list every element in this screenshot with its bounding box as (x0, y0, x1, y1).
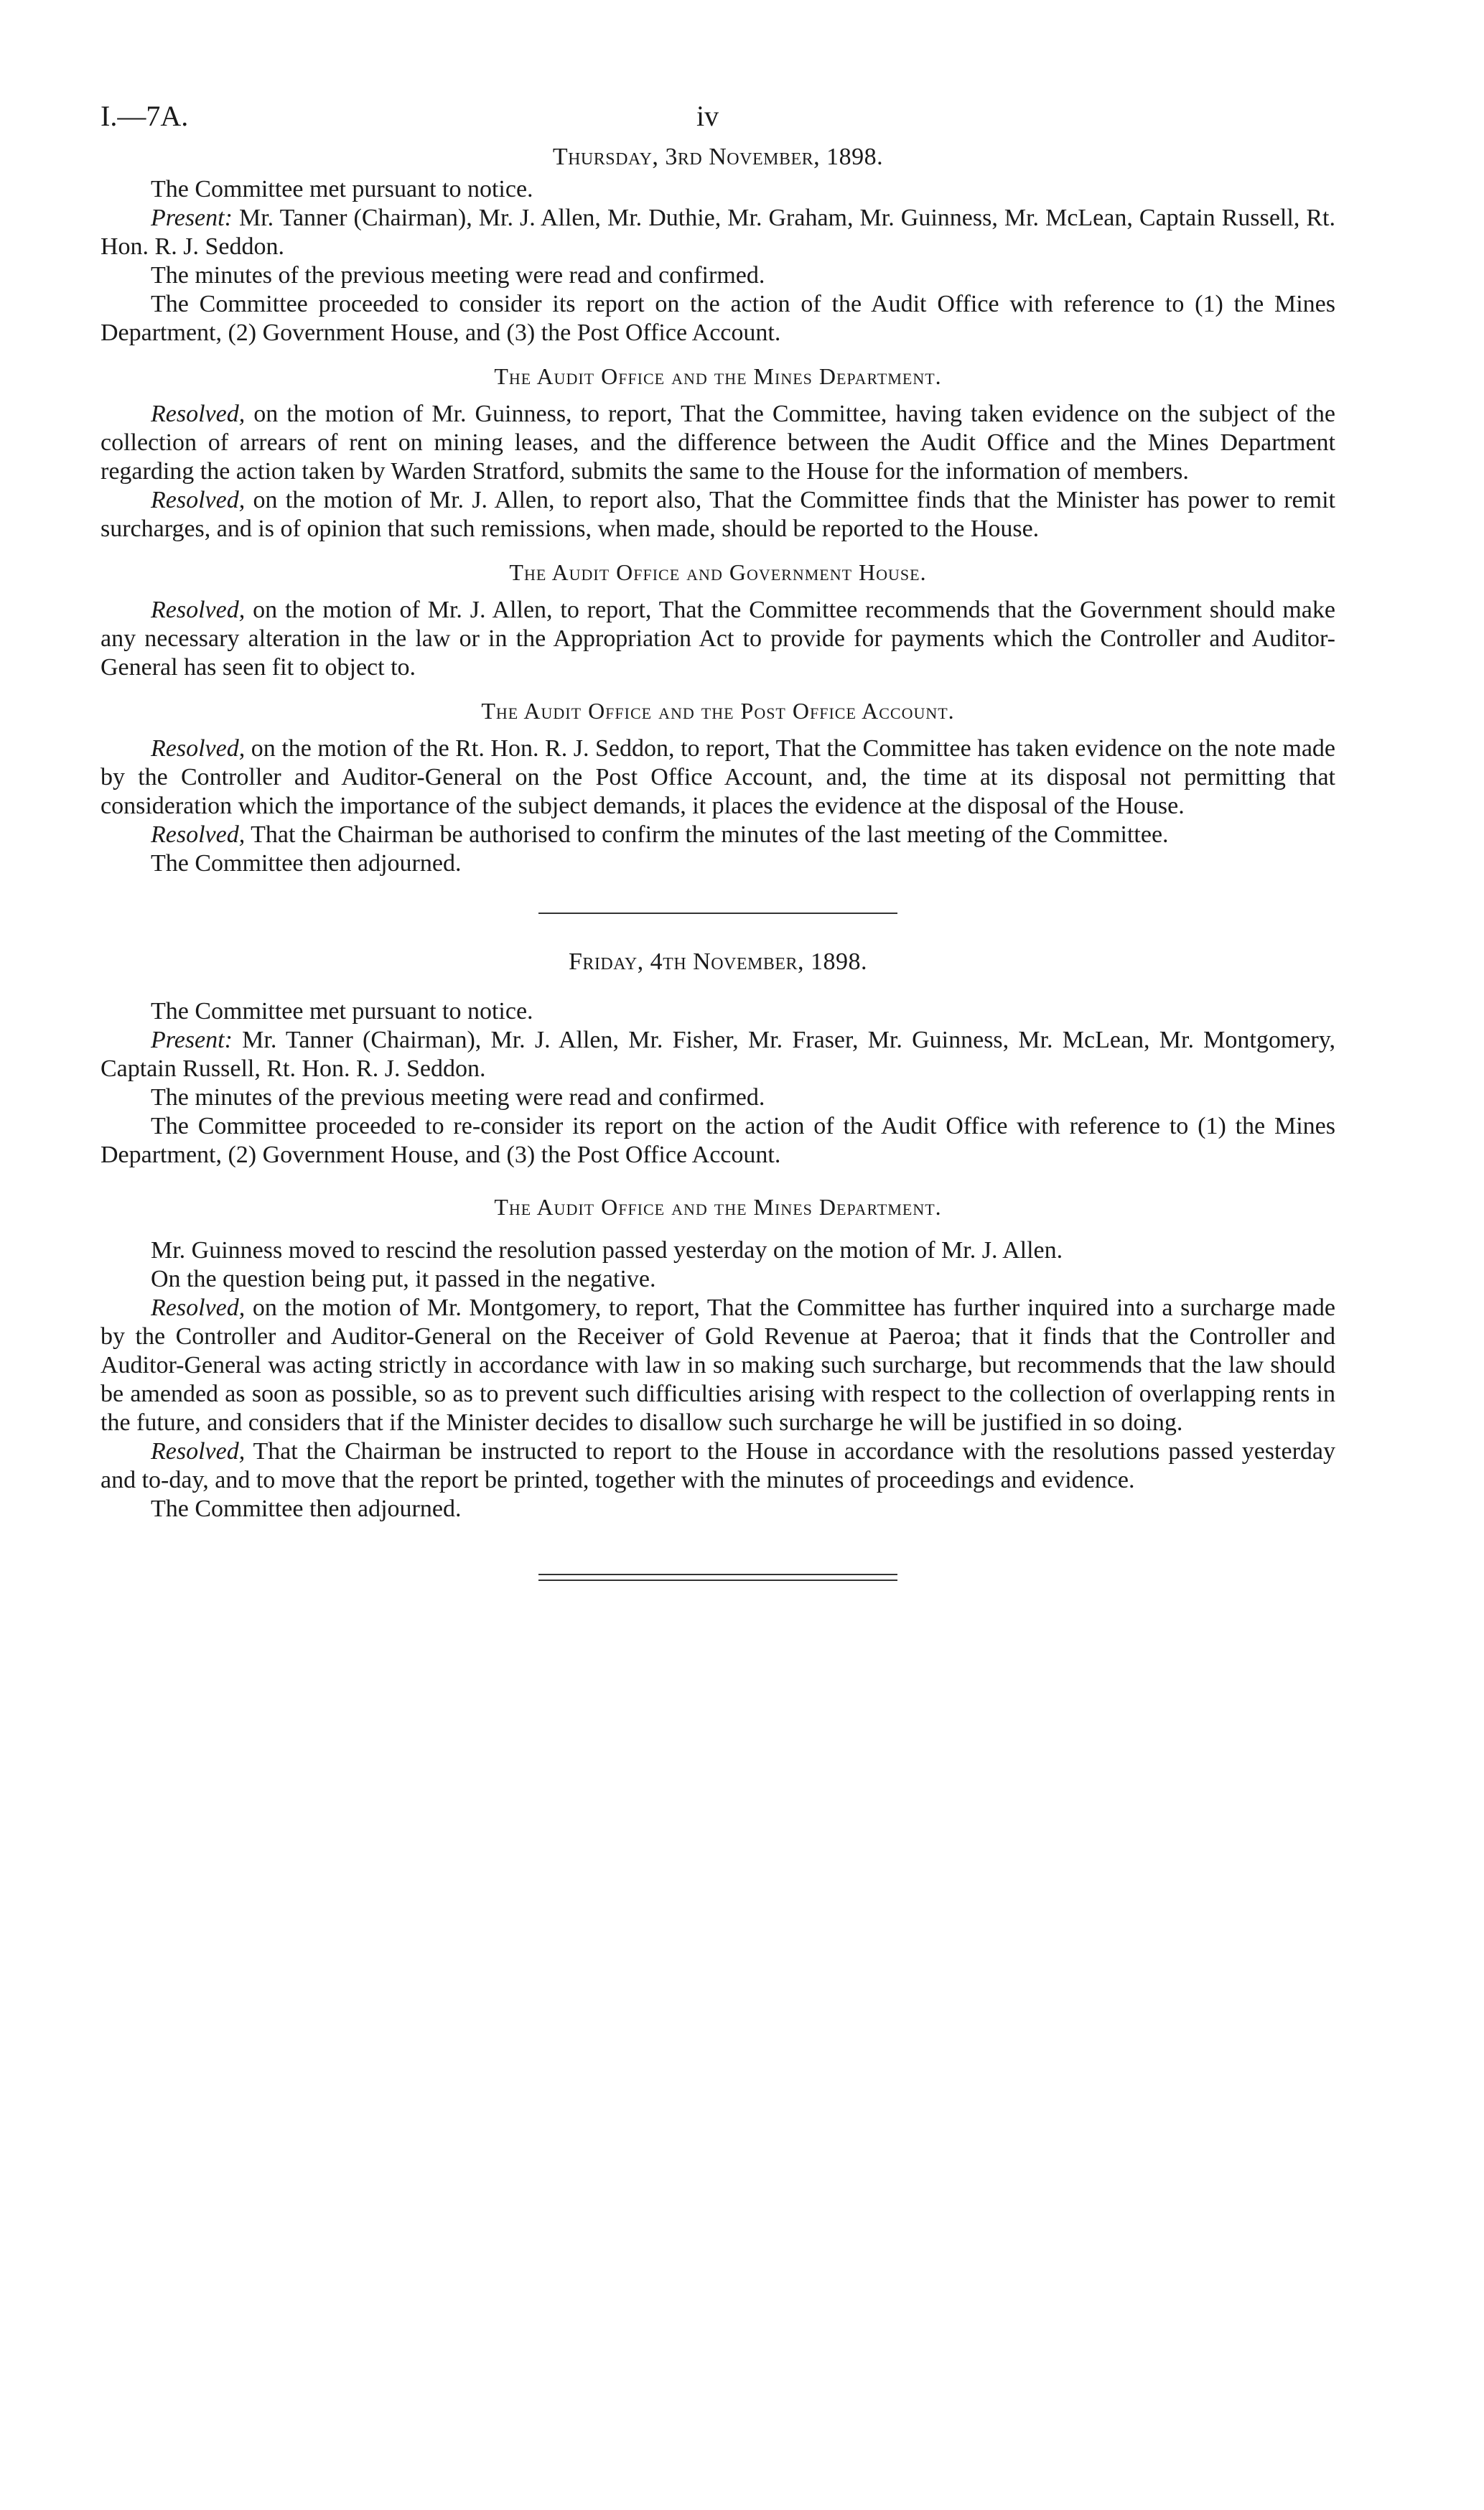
paragraph: Resolved, on the motion of Mr. J. Allen, to report also, That the Committee finds that the Minister has power to remit surcharges, and is of opinion that such remissions, when made, should be reported to the House. (101, 487, 1335, 542)
paragraph-label: Present: (151, 1027, 233, 1053)
paragraph: Present: Mr. Tanner (Chairman), Mr. J. Allen, Mr. Fisher, Mr. Fraser, Mr. Guinness, Mr. McLean, Mr. Montgomery, Captain Russell, Rt. Hon. R. J. Seddon. (101, 1027, 1335, 1082)
paragraph: The minutes of the previous meeting were read and confirmed. (151, 1084, 765, 1111)
paragraph: Resolved, on the motion of Mr. J. Allen, to report, That the Committee recommends that the Government should make any necessary alteration in the law or in the Appropriation Act to provide for payments which the Controller and Auditor-General has seen fit to object to. (101, 597, 1335, 681)
paragraph: The Committee proceeded to consider its report on the action of the Audit Office with reference to (1) the Mines Department, (2) Government House, and (3) the Post Office Account. (101, 291, 1335, 346)
paragraph: Mr. Guinness moved to rescind the resolution passed yesterday on the motion of Mr. J. Allen. (151, 1237, 1063, 1264)
meeting-date: Friday, 4th November, 1898. (568, 948, 868, 975)
paragraph: Resolved, on the motion of Mr. Montgomery, to report, That the Committee has further inquired into a surcharge made by the Controller and Auditor-General on the Receiver of Gold Revenue at Paeroa; that it finds that the Controller and Auditor-General was acting strictly in accordance with law in so making such surcharge, but recommends that the law should be amended as soon as possible, so as to prevent such difficulties arising with respect to the collection of overlapping rents in the future, and considers that if the Minister decides to disallow such surcharge he will be justified in so doing. (101, 1294, 1335, 1436)
section-heading: The Audit Office and the Mines Department. (494, 363, 942, 389)
paragraph: The Committee then adjourned. (151, 850, 462, 877)
paragraph: Resolved, on the motion of Mr. Guinness, to report, That the Committee, having taken evidence on the subject of the collection of arrears of rent on mining leases, and the difference between the Audit Office and the Mines Department regarding the action taken by Warden Stratford, submits the same to the House for the information of members. (101, 401, 1335, 485)
page-number: iv (696, 100, 719, 132)
paragraph-label: Resolved, (151, 1294, 246, 1321)
section-divider (538, 913, 897, 914)
section-heading: The Audit Office and Government House. (509, 559, 927, 585)
meeting-thursday (101, 144, 1335, 878)
paragraph-label: Resolved, (151, 1438, 246, 1465)
section-heading: The Audit Office and the Mines Department. (494, 1194, 942, 1220)
paragraph: The Committee proceeded to re-consider its report on the action of the Audit Office with reference to (1) the Mines Department, (2) Government House, and (3) the Post Office Account. (101, 1113, 1335, 1168)
document-page (101, 79, 1335, 1581)
document-reference: I.—7A. (101, 100, 189, 132)
paragraph: The minutes of the previous meeting were read and confirmed. (151, 262, 765, 289)
paragraph: Resolved, That the Chairman be instructed to report to the House in accordance with the resolutions passed yesterday and to-day, and to move that the report be printed, together with the minutes of proceedings and evidence. (101, 1438, 1335, 1493)
paragraph-label: Resolved, (151, 401, 246, 427)
paragraph: The Committee then adjourned. (151, 1496, 462, 1522)
paragraph-label: Resolved, (151, 821, 246, 848)
paragraph-label: Resolved, (151, 487, 246, 513)
paragraph: The Committee met pursuant to notice. (151, 176, 533, 202)
end-rule (538, 1574, 897, 1581)
section-heading: The Audit Office and the Post Office Account. (481, 698, 955, 724)
meeting-date: Thursday, 3rd November, 1898. (552, 144, 884, 170)
paragraph: Present: Mr. Tanner (Chairman), Mr. J. Allen, Mr. Duthie, Mr. Graham, Mr. Guinness, Mr. McLean, Captain Russell, Rt. Hon. R. J. Seddon. (101, 205, 1335, 260)
paragraph: The Committee met pursuant to notice. (151, 998, 533, 1025)
meeting-friday (101, 948, 1335, 1524)
paragraph-label: Resolved, (151, 597, 246, 623)
paragraph: On the question being put, it passed in the negative. (151, 1266, 656, 1292)
paragraph: Resolved, That the Chairman be authorised to confirm the minutes of the last meeting of the Committee. (151, 821, 1169, 848)
paragraph-label: Resolved, (151, 735, 246, 762)
paragraph-label: Present: (151, 205, 233, 231)
paragraph: Resolved, on the motion of the Rt. Hon. R. J. Seddon, to report, That the Committee has taken evidence on the note made by the Controller and Auditor-General on the Post Office Account, and, the time at its disposal not permitting that consideration which the importance of the subject demands, it places the evidence at the disposal of the House. (101, 735, 1335, 819)
running-header (101, 79, 1335, 144)
